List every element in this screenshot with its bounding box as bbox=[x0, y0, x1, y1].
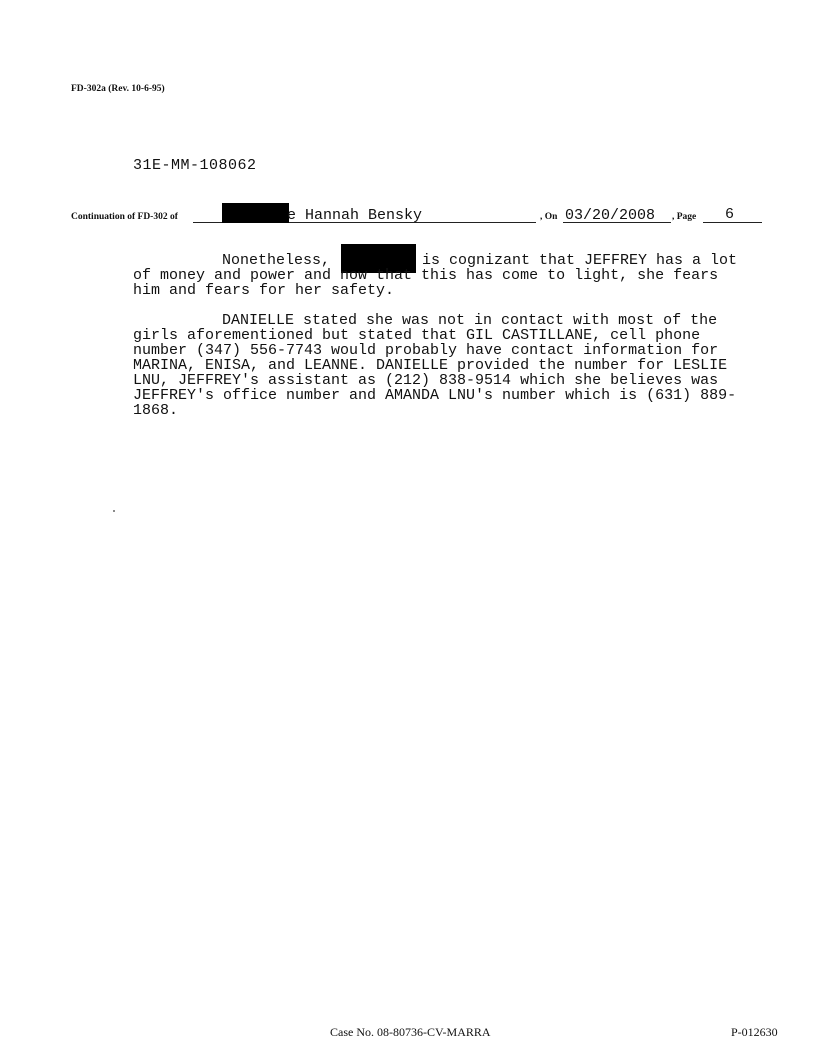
scan-speck bbox=[113, 510, 115, 512]
file-number: 31E-MM-108062 bbox=[133, 157, 257, 174]
subject-name: e Hannah Bensky bbox=[287, 207, 423, 224]
paragraph2-line6: JEFFREY's office number and AMANDA LNU's number which is (631) 889- bbox=[133, 387, 737, 404]
document-date: 03/20/2008 bbox=[565, 207, 656, 224]
paragraph2-line7: 1868. bbox=[133, 402, 179, 419]
paragraph2-line5: LNU, JEFFREY's assistant as (212) 838-9514 which she believes was bbox=[133, 372, 719, 389]
paragraph2-line3: number (347) 556-7743 would probably have contact information for bbox=[133, 342, 719, 359]
bates-number: P-012630 bbox=[731, 1025, 778, 1039]
case-number: Case No. 08-80736-CV-MARRA bbox=[330, 1025, 491, 1039]
on-label: , On bbox=[540, 212, 558, 222]
paragraph1-line1-start: Nonetheless, bbox=[222, 252, 331, 269]
paragraph2-line1: DANIELLE stated she was not in contact with most of the bbox=[222, 312, 718, 329]
paragraph2-line2: girls aforementioned but stated that GIL CASTILLANE, cell phone bbox=[133, 327, 701, 344]
redaction-subject bbox=[222, 203, 289, 223]
form-id: FD-302a (Rev. 10-6-95) bbox=[71, 84, 165, 94]
paragraph1-line3: him and fears for her safety. bbox=[133, 282, 395, 299]
paragraph2-line4: MARINA, ENISA, and LEANNE. DANIELLE provided the number for LESLIE bbox=[133, 357, 728, 374]
paragraph1-line2: of money and power and now that this has come to light, she fears bbox=[133, 267, 719, 284]
continuation-label: Continuation of FD-302 of bbox=[71, 212, 178, 222]
page-label: , Page bbox=[672, 212, 697, 222]
page-number: 6 bbox=[725, 206, 735, 223]
paragraph1-line1-end: is cognizant that JEFFREY has a lot bbox=[422, 252, 738, 269]
